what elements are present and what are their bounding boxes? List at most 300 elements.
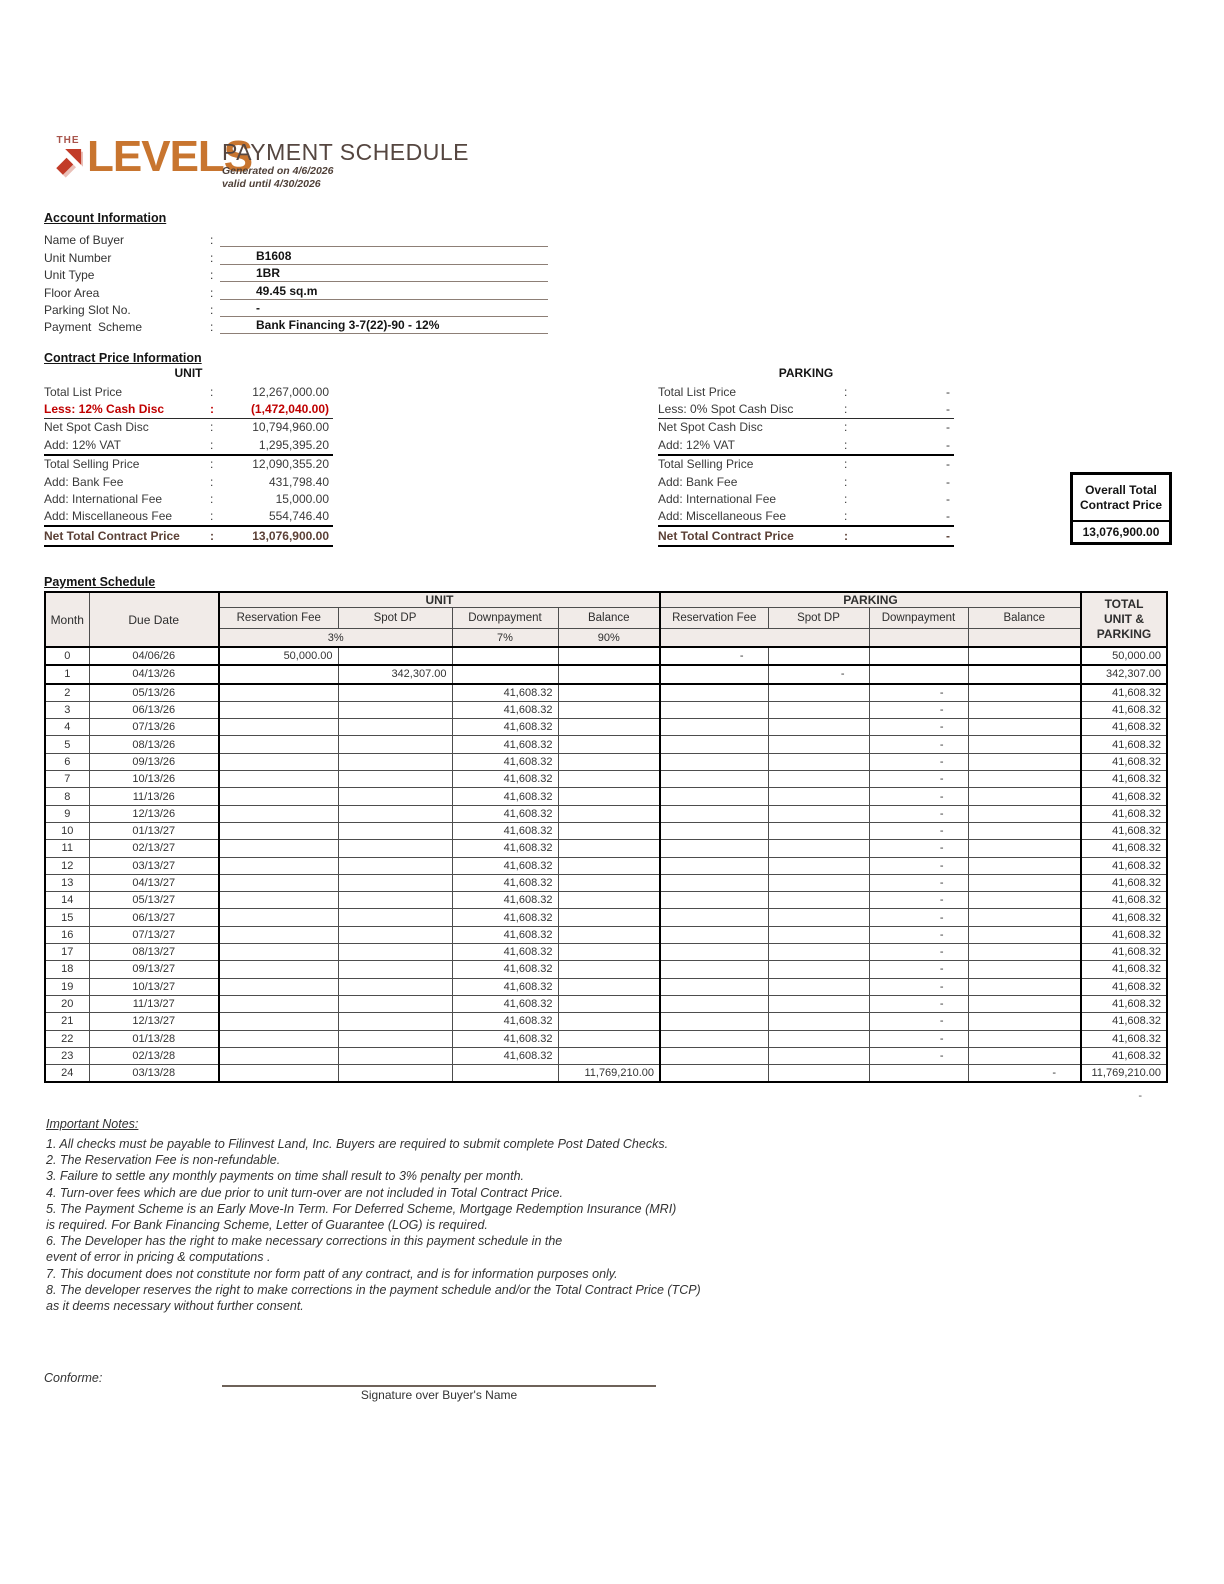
parking-balance-cell xyxy=(968,647,1081,665)
colon: : xyxy=(844,402,848,417)
parking-reservation-fee-cell xyxy=(660,753,768,770)
price-row-value: 15,000.00 xyxy=(275,492,329,507)
below-table-dash: - xyxy=(1138,1090,1142,1102)
parking-balance-cell xyxy=(968,926,1081,943)
note-line: 4. Turn-over fees which are due prior to unit turn-over are not included in Total Contract Price. xyxy=(46,1185,563,1200)
parking-downpayment-cell: - xyxy=(869,1047,968,1064)
colon: : xyxy=(210,509,214,524)
parking-price-row xyxy=(658,527,954,546)
parking-spot-dp-cell xyxy=(768,1047,869,1064)
price-row-value: 10,794,960.00 xyxy=(252,420,329,435)
unit-price-row xyxy=(44,527,333,546)
colon: : xyxy=(210,474,214,489)
unit-reservation-fee-cell xyxy=(219,1047,338,1064)
month-cell: 21 xyxy=(45,1013,89,1030)
schedule-row xyxy=(45,684,1167,702)
parking-spot-dp-cell xyxy=(768,684,869,702)
price-row-value: 1,295,395.20 xyxy=(258,437,329,452)
price-row-value: 431,798.40 xyxy=(268,474,329,489)
price-row-label: Less: 12% Cash Disc xyxy=(44,402,165,417)
title-block xyxy=(222,139,469,190)
unit-spot-dp-cell xyxy=(338,822,452,839)
unit-reservation-fee-header: Reservation Fee xyxy=(219,608,338,629)
account-info-row xyxy=(44,317,548,334)
unit-balance-cell xyxy=(558,1013,660,1030)
price-row-label: Add: Bank Fee xyxy=(44,474,124,489)
unit-balance-cell xyxy=(558,944,660,961)
total-cell: 41,608.32 xyxy=(1081,1047,1167,1064)
schedule-row xyxy=(45,736,1167,753)
total-cell: 41,608.32 xyxy=(1081,822,1167,839)
unit-downpayment-cell: 41,608.32 xyxy=(452,822,558,839)
total-cell: 41,608.32 xyxy=(1081,1030,1167,1047)
parking-downpayment-cell: - xyxy=(869,1013,968,1030)
total-cell: 41,608.32 xyxy=(1081,805,1167,822)
price-row-value: - xyxy=(946,437,950,452)
conforme-label: Conforme: xyxy=(44,1371,103,1385)
month-cell: 8 xyxy=(45,788,89,805)
parking-reservation-fee-cell xyxy=(660,701,768,718)
parking-downpayment-cell: - xyxy=(869,857,968,874)
total-cell: 41,608.32 xyxy=(1081,719,1167,736)
parking-reservation-fee-cell xyxy=(660,944,768,961)
parking-balance-cell xyxy=(968,978,1081,995)
parking-downpayment-cell: - xyxy=(869,892,968,909)
unit-downpayment-cell: 41,608.32 xyxy=(452,771,558,788)
unit-balance-cell xyxy=(558,665,660,683)
parking-downpayment-cell: - xyxy=(869,978,968,995)
parking-reservation-fee-cell xyxy=(660,1013,768,1030)
parking-spot-dp-cell xyxy=(768,978,869,995)
due-date-cell: 06/13/27 xyxy=(89,909,219,926)
total-column-header xyxy=(1081,592,1167,647)
account-field-label: Name of Buyer xyxy=(44,233,125,248)
total-cell: 41,608.32 xyxy=(1081,753,1167,770)
unit-spot-dp-cell xyxy=(338,995,452,1012)
unit-spot-dp-cell xyxy=(338,805,452,822)
unit-reservation-fee-cell xyxy=(219,944,338,961)
due-date-cell: 12/13/27 xyxy=(89,1013,219,1030)
unit-balance-cell xyxy=(558,805,660,822)
unit-balance-cell xyxy=(558,753,660,770)
signature-caption: Signature over Buyer's Name xyxy=(360,1388,518,1402)
account-info-row xyxy=(44,230,548,247)
month-cell: 5 xyxy=(45,736,89,753)
due-date-cell: 02/13/28 xyxy=(89,1047,219,1064)
due-date-cell: 05/13/27 xyxy=(89,892,219,909)
unit-balance-percent: 90% xyxy=(558,629,660,648)
total-cell: 41,608.32 xyxy=(1081,857,1167,874)
parking-downpayment-cell: - xyxy=(869,840,968,857)
price-row-value: 554,746.40 xyxy=(268,509,329,524)
unit-reservation-fee-cell xyxy=(219,822,338,839)
due-date-cell: 03/13/27 xyxy=(89,857,219,874)
note-line: 6. The Developer has the right to make necessary corrections in this payment schedule in the xyxy=(46,1234,563,1249)
price-row-label: Add: 12% VAT xyxy=(44,437,121,452)
month-cell: 14 xyxy=(45,892,89,909)
account-information-heading: Account Information xyxy=(44,211,167,225)
unit-reservation-fee-cell xyxy=(219,665,338,683)
unit-balance-cell xyxy=(558,1047,660,1064)
parking-reservation-fee-cell xyxy=(660,771,768,788)
price-row-value: 12,090,355.20 xyxy=(252,457,329,472)
total-header-line: PARKING xyxy=(1096,627,1152,641)
total-cell: 41,608.32 xyxy=(1081,771,1167,788)
total-cell: 41,608.32 xyxy=(1081,909,1167,926)
unit-downpayment-cell: 41,608.32 xyxy=(452,892,558,909)
due-date-cell: 02/13/27 xyxy=(89,840,219,857)
parking-downpayment-cell xyxy=(869,665,968,683)
unit-downpayment-cell: 41,608.32 xyxy=(452,857,558,874)
unit-spot-dp-cell xyxy=(338,647,452,665)
month-cell: 6 xyxy=(45,753,89,770)
price-row-label: Net Total Contract Price xyxy=(44,528,180,543)
parking-balance-cell xyxy=(968,771,1081,788)
price-row-value: - xyxy=(946,457,950,472)
parking-spot-dp-cell xyxy=(768,805,869,822)
parking-downpayment-cell: - xyxy=(869,771,968,788)
parking-price-row xyxy=(658,490,954,507)
note-line: 5. The Payment Scheme is an Early Move-In Term. For Deferred Scheme, Mortgage Redemption Insurance (MRI) xyxy=(46,1201,677,1216)
note-line: 8. The developer reserves the right to make corrections in the payment schedule and/or the Total Contract Price (TCP) xyxy=(46,1282,701,1297)
parking-balance-header: Balance xyxy=(968,608,1081,629)
total-cell: 41,608.32 xyxy=(1081,1013,1167,1030)
colon: : xyxy=(210,233,214,248)
price-row-label: Add: Miscellaneous Fee xyxy=(658,509,787,524)
month-cell: 16 xyxy=(45,926,89,943)
parking-downpayment-cell: - xyxy=(869,753,968,770)
payment-schedule-table xyxy=(44,591,1168,1083)
schedule-row xyxy=(45,840,1167,857)
due-date-cell: 07/13/27 xyxy=(89,926,219,943)
price-row-label: Total Selling Price xyxy=(44,457,140,472)
colon: : xyxy=(844,437,848,452)
parking-downpayment-cell: - xyxy=(869,805,968,822)
account-field-value: 49.45 sq.m xyxy=(220,283,548,300)
parking-spot-dp-cell xyxy=(768,874,869,891)
month-cell: 2 xyxy=(45,684,89,702)
parking-balance-cell xyxy=(968,909,1081,926)
unit-reservation-fee-cell xyxy=(219,857,338,874)
price-row-label: Add: Miscellaneous Fee xyxy=(44,509,173,524)
due-date-cell: 05/13/26 xyxy=(89,684,219,702)
parking-downpayment-cell: - xyxy=(869,788,968,805)
unit-balance-cell: 11,769,210.00 xyxy=(558,1065,660,1083)
price-row-value: - xyxy=(946,384,950,399)
parking-reservation-fee-cell xyxy=(660,961,768,978)
due-date-cell: 12/13/26 xyxy=(89,805,219,822)
unit-spot-dp-cell xyxy=(338,1065,452,1083)
unit-spot-dp-cell xyxy=(338,736,452,753)
price-row-label: Add: 12% VAT xyxy=(658,437,735,452)
unit-spot-dp-cell: 342,307.00 xyxy=(338,665,452,683)
month-cell: 23 xyxy=(45,1047,89,1064)
month-cell: 15 xyxy=(45,909,89,926)
parking-balance-cell xyxy=(968,1013,1081,1030)
parking-reservation-fee-cell xyxy=(660,840,768,857)
unit-spot-dp-cell xyxy=(338,684,452,702)
unit-downpayment-cell: 41,608.32 xyxy=(452,1047,558,1064)
parking-downpayment-cell: - xyxy=(869,995,968,1012)
unit-balance-cell xyxy=(558,926,660,943)
total-cell: 41,608.32 xyxy=(1081,788,1167,805)
total-cell: 41,608.32 xyxy=(1081,840,1167,857)
page-title: PAYMENT SCHEDULE xyxy=(222,139,469,165)
schedule-row xyxy=(45,788,1167,805)
unit-spot-dp-cell xyxy=(338,961,452,978)
schedule-row xyxy=(45,995,1167,1012)
total-cell: 41,608.32 xyxy=(1081,684,1167,702)
parking-balance-cell xyxy=(968,665,1081,683)
parking-reservation-fee-cell: - xyxy=(660,647,768,665)
due-date-cell: 03/13/28 xyxy=(89,1065,219,1083)
parking-spot-dp-cell xyxy=(768,1030,869,1047)
parking-spot-dp-cell xyxy=(768,857,869,874)
colon: : xyxy=(210,268,214,283)
unit-downpayment-percent: 7% xyxy=(452,629,558,648)
total-cell: 41,608.32 xyxy=(1081,961,1167,978)
unit-downpayment-cell xyxy=(452,647,558,665)
colon: : xyxy=(210,457,214,472)
parking-spot-dp-cell xyxy=(768,701,869,718)
account-field-label: Floor Area xyxy=(44,285,100,300)
account-info-row xyxy=(44,265,548,282)
unit-reservation-fee-cell xyxy=(219,736,338,753)
parking-balance-cell xyxy=(968,805,1081,822)
month-cell: 22 xyxy=(45,1030,89,1047)
account-information-section xyxy=(44,211,548,334)
parking-spot-dp-cell xyxy=(768,961,869,978)
unit-spot-dp-cell xyxy=(338,788,452,805)
due-date-cell: 08/13/26 xyxy=(89,736,219,753)
due-date-cell: 11/13/26 xyxy=(89,788,219,805)
parking-balance-cell xyxy=(968,874,1081,891)
parking-downpayment-cell: - xyxy=(869,926,968,943)
unit-price-row xyxy=(44,508,333,527)
unit-reservation-fee-cell xyxy=(219,978,338,995)
note-line: 3. Failure to settle any monthly payments on time shall result to 3% penalty per month. xyxy=(46,1169,525,1184)
logo-the-text: THE xyxy=(56,135,80,146)
parking-balance-cell xyxy=(968,1047,1081,1064)
unit-spot-dp-cell xyxy=(338,753,452,770)
colon: : xyxy=(844,474,848,489)
account-field-value: 1BR xyxy=(220,265,548,282)
unit-downpayment-cell xyxy=(452,665,558,683)
unit-spot-dp-cell xyxy=(338,926,452,943)
parking-balance-cell xyxy=(968,822,1081,839)
month-cell: 17 xyxy=(45,944,89,961)
unit-reservation-fee-cell xyxy=(219,874,338,891)
total-cell: 342,307.00 xyxy=(1081,665,1167,683)
parking-downpayment-cell xyxy=(869,1065,968,1083)
parking-price-row xyxy=(658,419,954,436)
month-cell: 7 xyxy=(45,771,89,788)
northeast-arrow-icon xyxy=(53,147,83,179)
due-date-cell: 10/13/27 xyxy=(89,978,219,995)
parking-reservation-fee-cell xyxy=(660,665,768,683)
parking-percent-empty xyxy=(869,629,968,648)
total-header-line: TOTAL xyxy=(1104,597,1144,611)
due-date-cell: 04/06/26 xyxy=(89,647,219,665)
generated-date: Generated on 4/6/2026 xyxy=(222,165,334,177)
schedule-row xyxy=(45,665,1167,683)
price-row-label: Add: International Fee xyxy=(44,492,163,507)
account-field-value: B1608 xyxy=(220,248,548,265)
parking-price-row xyxy=(658,456,954,473)
parking-downpayment-cell: - xyxy=(869,684,968,702)
unit-balance-cell xyxy=(558,961,660,978)
unit-reservation-fee-cell: 50,000.00 xyxy=(219,647,338,665)
parking-reservation-fee-cell xyxy=(660,909,768,926)
overall-total-label: Overall Total Contract Price xyxy=(1073,475,1169,522)
unit-balance-cell xyxy=(558,684,660,702)
unit-price-row xyxy=(44,383,333,400)
note-line: 2. The Reservation Fee is non-refundable. xyxy=(46,1153,281,1168)
signature-block xyxy=(222,1358,656,1402)
unit-price-row xyxy=(44,490,333,507)
unit-balance-cell xyxy=(558,874,660,891)
total-cell: 50,000.00 xyxy=(1081,647,1167,665)
colon: : xyxy=(844,420,848,435)
parking-balance-cell xyxy=(968,995,1081,1012)
parking-price-row xyxy=(658,473,954,490)
parking-spot-dp-cell: - xyxy=(768,665,869,683)
parking-reservation-fee-cell xyxy=(660,857,768,874)
parking-downpayment-cell: - xyxy=(869,822,968,839)
parking-downpayment-cell: - xyxy=(869,909,968,926)
parking-reservation-fee-cell xyxy=(660,995,768,1012)
colon: : xyxy=(210,250,214,265)
month-cell: 3 xyxy=(45,701,89,718)
schedule-row xyxy=(45,647,1167,665)
unit-downpayment-cell: 41,608.32 xyxy=(452,719,558,736)
parking-balance-cell xyxy=(968,840,1081,857)
month-cell: 12 xyxy=(45,857,89,874)
schedule-row xyxy=(45,892,1167,909)
colon: : xyxy=(210,528,214,543)
parking-downpayment-cell: - xyxy=(869,736,968,753)
unit-price-row xyxy=(44,419,333,436)
unit-spot-dp-cell xyxy=(338,771,452,788)
price-row-value: - xyxy=(946,528,950,543)
valid-until-date: valid until 4/30/2026 xyxy=(222,177,321,190)
unit-reservation-fee-cell xyxy=(219,995,338,1012)
total-header-line: UNIT & xyxy=(1104,612,1145,626)
total-cell: 41,608.32 xyxy=(1081,874,1167,891)
unit-price-row xyxy=(44,436,333,455)
account-field-label: Unit Type xyxy=(44,268,95,283)
unit-reservation-fee-cell xyxy=(219,805,338,822)
unit-reservation-spot-percent: 3% xyxy=(219,629,452,648)
schedule-row xyxy=(45,961,1167,978)
unit-downpayment-cell: 41,608.32 xyxy=(452,909,558,926)
price-row-value: - xyxy=(946,474,950,489)
note-line: is required. For Bank Financing Scheme, Letter of Guarantee (LOG) is required. xyxy=(46,1218,488,1233)
parking-spot-dp-cell xyxy=(768,840,869,857)
due-date-cell: 09/13/26 xyxy=(89,753,219,770)
total-cell: 41,608.32 xyxy=(1081,995,1167,1012)
due-date-cell: 10/13/26 xyxy=(89,771,219,788)
parking-balance-cell xyxy=(968,961,1081,978)
parking-balance-cell xyxy=(968,701,1081,718)
month-cell: 0 xyxy=(45,647,89,665)
colon: : xyxy=(210,285,214,300)
parking-reservation-fee-cell xyxy=(660,892,768,909)
parking-downpayment-cell: - xyxy=(869,944,968,961)
unit-balance-cell xyxy=(558,909,660,926)
parking-spot-dp-cell xyxy=(768,788,869,805)
colon: : xyxy=(844,509,848,524)
unit-downpayment-cell: 41,608.32 xyxy=(452,701,558,718)
due-date-cell: 08/13/27 xyxy=(89,944,219,961)
due-date-column-header: Due Date xyxy=(89,592,219,647)
parking-balance-cell xyxy=(968,753,1081,770)
parking-spot-dp-cell xyxy=(768,909,869,926)
total-cell: 41,608.32 xyxy=(1081,944,1167,961)
total-cell: 41,608.32 xyxy=(1081,701,1167,718)
due-date-cell: 07/13/26 xyxy=(89,719,219,736)
unit-balance-cell xyxy=(558,892,660,909)
parking-spot-dp-cell xyxy=(768,1013,869,1030)
parking-spot-dp-cell xyxy=(768,736,869,753)
price-row-value: - xyxy=(946,402,950,417)
parking-reservation-fee-cell xyxy=(660,874,768,891)
price-row-label: Total List Price xyxy=(44,384,123,399)
schedule-row xyxy=(45,926,1167,943)
month-cell: 18 xyxy=(45,961,89,978)
parking-spot-dp-cell xyxy=(768,647,869,665)
unit-reservation-fee-cell xyxy=(219,840,338,857)
unit-downpayment-cell: 41,608.32 xyxy=(452,874,558,891)
unit-balance-cell xyxy=(558,701,660,718)
unit-balance-cell xyxy=(558,771,660,788)
unit-reservation-fee-cell xyxy=(219,788,338,805)
parking-spot-dp-cell xyxy=(768,926,869,943)
signature-line xyxy=(222,1358,656,1387)
contract-price-heading: Contract Price Information xyxy=(44,351,202,365)
unit-reservation-fee-cell xyxy=(219,961,338,978)
logo-mark xyxy=(50,136,86,179)
unit-reservation-fee-cell xyxy=(219,1065,338,1083)
unit-downpayment-cell: 41,608.32 xyxy=(452,840,558,857)
parking-reservation-fee-cell xyxy=(660,822,768,839)
parking-spot-dp-cell xyxy=(768,944,869,961)
price-row-value: 12,267,000.00 xyxy=(252,384,329,399)
unit-reservation-fee-cell xyxy=(219,909,338,926)
colon: : xyxy=(210,320,214,335)
note-line: event of error in pricing & computations . xyxy=(46,1250,271,1265)
parking-spot-dp-cell xyxy=(768,822,869,839)
total-cell: 41,608.32 xyxy=(1081,736,1167,753)
unit-balance-cell xyxy=(558,1030,660,1047)
parking-downpayment-cell: - xyxy=(869,719,968,736)
parking-downpayment-cell xyxy=(869,647,968,665)
schedule-row xyxy=(45,771,1167,788)
month-cell: 9 xyxy=(45,805,89,822)
parking-downpayment-cell: - xyxy=(869,1030,968,1047)
unit-balance-cell xyxy=(558,978,660,995)
parking-price-row xyxy=(658,383,954,400)
note-line: 1. All checks must be payable to Filinvest Land, Inc. Buyers are required to submit complete Post Dated Checks. xyxy=(46,1137,669,1151)
unit-reservation-fee-cell xyxy=(219,701,338,718)
unit-downpayment-cell: 41,608.32 xyxy=(452,944,558,961)
account-field-value xyxy=(220,230,548,247)
unit-spot-dp-cell xyxy=(338,857,452,874)
price-row-value: 13,076,900.00 xyxy=(252,528,329,543)
parking-reservation-fee-cell xyxy=(660,719,768,736)
colon: : xyxy=(210,437,214,452)
due-date-cell: 06/13/26 xyxy=(89,701,219,718)
